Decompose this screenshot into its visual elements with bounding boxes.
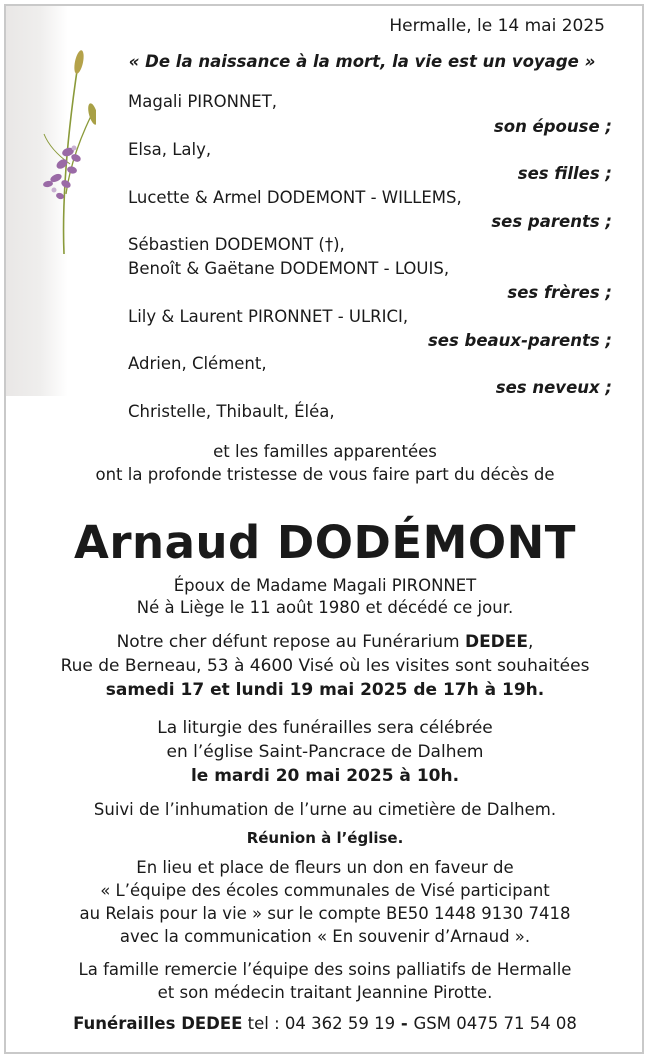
donation-line: avec la communication « En souvenir d’Arnaud ». <box>119 927 531 946</box>
footer-tel-label: tel : <box>242 1014 285 1033</box>
family-name: Elsa, Laly, <box>128 140 212 159</box>
birth-line: Né à Liège le 11 août 1980 et décédé ce jour. <box>136 598 514 617</box>
funeral-line: en l’église Saint-Pancrace de Dalhem <box>166 742 484 762</box>
thanks-line: et son médecin traitant Jeannine Pirotte. <box>157 983 493 1002</box>
visitation-dates: samedi 17 et lundi 19 mai 2025 de 17h à 19h. <box>105 680 545 700</box>
footer-gsm-label: GSM <box>413 1014 457 1033</box>
thanks-line: La famille remercie l’équipe des soins palliatifs de Hermalle <box>78 960 572 979</box>
date-line: Hermalle, le 14 mai 2025 <box>389 16 605 36</box>
spouse-line: Époux de Madame Magali PIRONNET <box>173 576 477 595</box>
footer-tel: 04 362 59 19 <box>284 1014 396 1033</box>
visitation-punct: , <box>528 632 534 652</box>
family-relation: ses beaux-parents ; <box>427 331 612 350</box>
family-relation: ses parents ; <box>491 212 612 231</box>
family-name: Magali PIRONNET, <box>128 92 278 111</box>
family-relation: ses frères ; <box>507 283 612 302</box>
footer-gsm: 0475 71 54 08 <box>456 1014 577 1033</box>
donation-line: au Relais pour la vie » sur le compte BE50 1448 9130 7418 <box>79 904 571 923</box>
donation-line: En lieu et place de fleurs un don en faveur de <box>136 858 514 877</box>
funeral-date: le mardi 20 mai 2025 à 10h. <box>190 766 460 786</box>
deceased-name: Arnaud DODÉMONT <box>74 516 576 569</box>
family-relation: son épouse ; <box>493 117 612 136</box>
family-relation: ses neveux ; <box>495 378 612 397</box>
reunion-line: Réunion à l’église. <box>246 829 404 847</box>
quote: « De la naissance à la mort, la vie est un voyage » <box>128 52 596 71</box>
announcement-line: ont la profonde tristesse de vous faire part du décès de <box>95 465 555 484</box>
footer-separator: - <box>395 1014 414 1033</box>
family-relation: ses filles ; <box>517 164 612 183</box>
family-name: Lucette & Armel DODEMONT - WILLEMS, <box>128 188 462 207</box>
footer-company: Funérailles DEDEE <box>73 1014 243 1033</box>
flower-decoration-icon <box>26 44 96 264</box>
funeral-home-name: DEDEE <box>464 632 529 652</box>
family-name: Lily & Laurent PIRONNET - ULRICI, <box>128 307 409 326</box>
donation-line: « L’équipe des écoles communales de Visé participant <box>100 881 550 900</box>
family-name: Adrien, Clément, <box>128 354 267 373</box>
family-name: Sébastien DODEMONT (†), <box>128 235 345 254</box>
visitation-line <box>0 632 650 652</box>
funeral-line: La liturgie des funérailles sera célébrée <box>157 718 493 738</box>
visitation-text: Notre cher défunt repose au Funérarium <box>116 632 465 652</box>
family-name: Benoît & Gaëtane DODEMONT - LOUIS, <box>128 259 450 278</box>
footer-contact <box>0 1014 650 1033</box>
visitation-address: Rue de Berneau, 53 à 4600 Visé où les visites sont souhaitées <box>60 656 590 676</box>
family-name: Christelle, Thibault, Éléa, <box>128 402 335 421</box>
burial-line: Suivi de l’inhumation de l’urne au cimetière de Dalhem. <box>93 800 557 819</box>
announcement-line: et les familles apparentées <box>213 442 437 461</box>
